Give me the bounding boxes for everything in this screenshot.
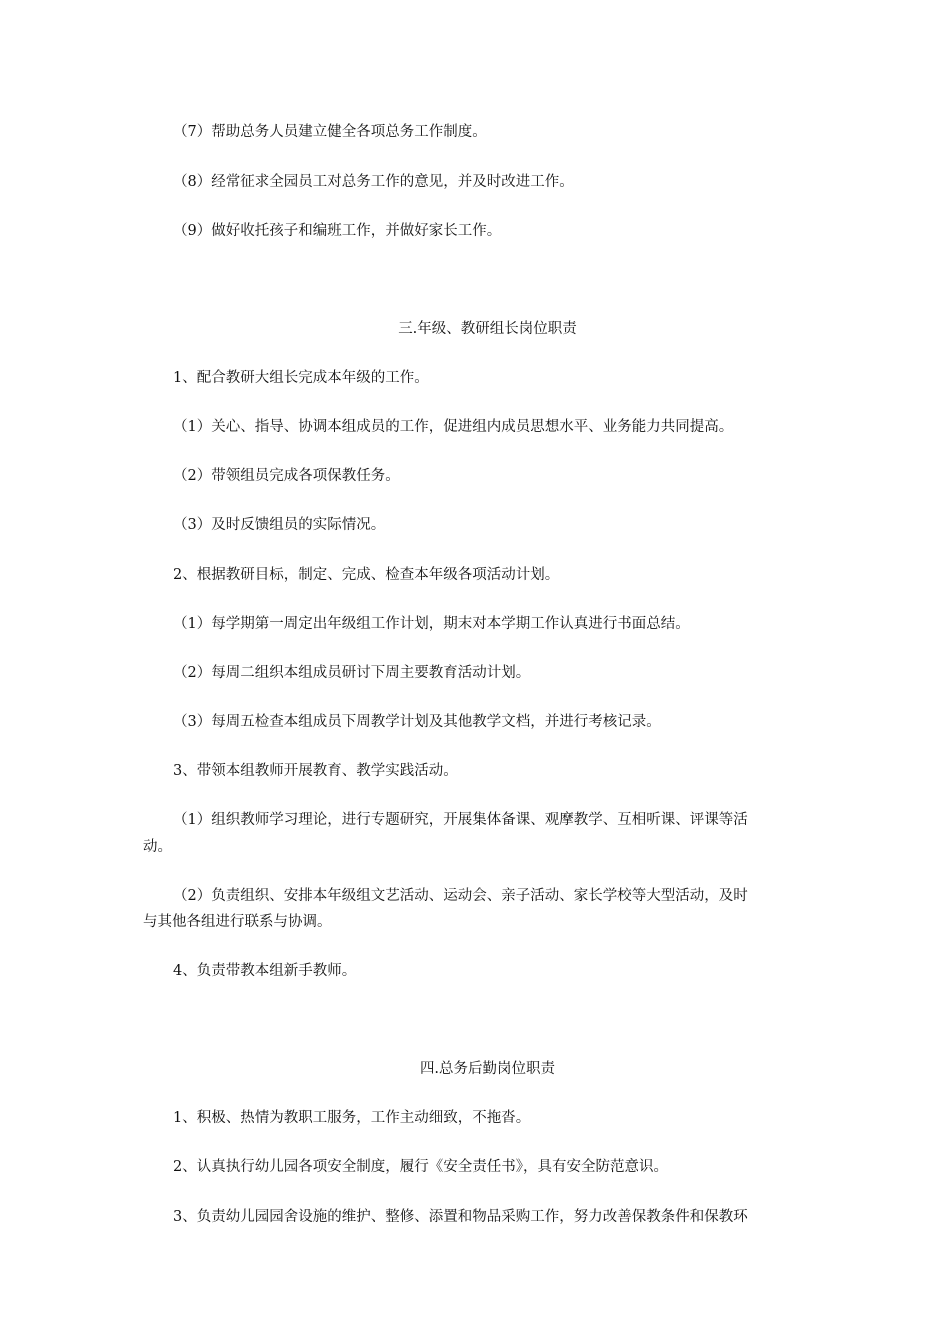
paragraph: （1）每学期第一周定出年级组工作计划，期末对本学期工作认真进行书面总结。	[173, 616, 690, 632]
paragraph: 1、积极、热情为教职工服务，工作主动细致，不拖沓。	[173, 1110, 531, 1126]
paragraph: 3、带领本组教师开展教育、教学实践活动。	[173, 763, 458, 779]
paragraph: （1）关心、指导、协调本组成员的工作，促进组内成员思想水平、业务能力共同提高。	[173, 419, 734, 435]
paragraph: （9）做好收托孩子和编班工作，并做好家长工作。	[173, 223, 502, 239]
paragraph: 1、配合教研大组长完成本年级的工作。	[173, 370, 429, 386]
paragraph: （3）每周五检查本组成员下周教学计划及其他教学文档，并进行考核记录。	[173, 714, 661, 730]
paragraph: （7）帮助总务人员建立健全各项总务工作制度。	[173, 124, 487, 140]
paragraph: （2）带领组员完成各项保教任务。	[173, 468, 400, 484]
paragraph: （2）每周二组织本组成员研讨下周主要教育活动计划。	[173, 665, 531, 681]
section-heading: 三.年级、教研组长岗位职责	[398, 321, 577, 337]
section-heading: 四.总务后勤岗位职责	[419, 1061, 556, 1077]
paragraph: 2、认真执行幼儿园各项安全制度，履行《安全责任书》，具有安全防范意识。	[173, 1159, 668, 1175]
paragraph: 2、根据教研目标，制定、完成、检查本年级各项活动计划。	[173, 567, 560, 583]
paragraph: （8）经常征求全园员工对总务工作的意见，并及时改进工作。	[173, 174, 574, 190]
paragraph-line: （1）组织教师学习理论，进行专题研究，开展集体备课、观摩教学、互相听课、评课等活	[173, 812, 748, 828]
paragraph: （3）及时反馈组员的实际情况。	[173, 517, 386, 533]
paragraph-line: 动。	[143, 839, 172, 855]
paragraph: 4、负责带教本组新手教师。	[173, 963, 357, 979]
paragraph: 3、负责幼儿园园舍设施的维护、整修、添置和物品采购工作，努力改善保教条件和保教环	[173, 1209, 748, 1225]
paragraph-line: （2）负责组织、安排本年级组文艺活动、运动会、亲子活动、家长学校等大型活动，及时	[173, 888, 748, 904]
paragraph-line: 与其他各组进行联系与协调。	[143, 914, 332, 930]
